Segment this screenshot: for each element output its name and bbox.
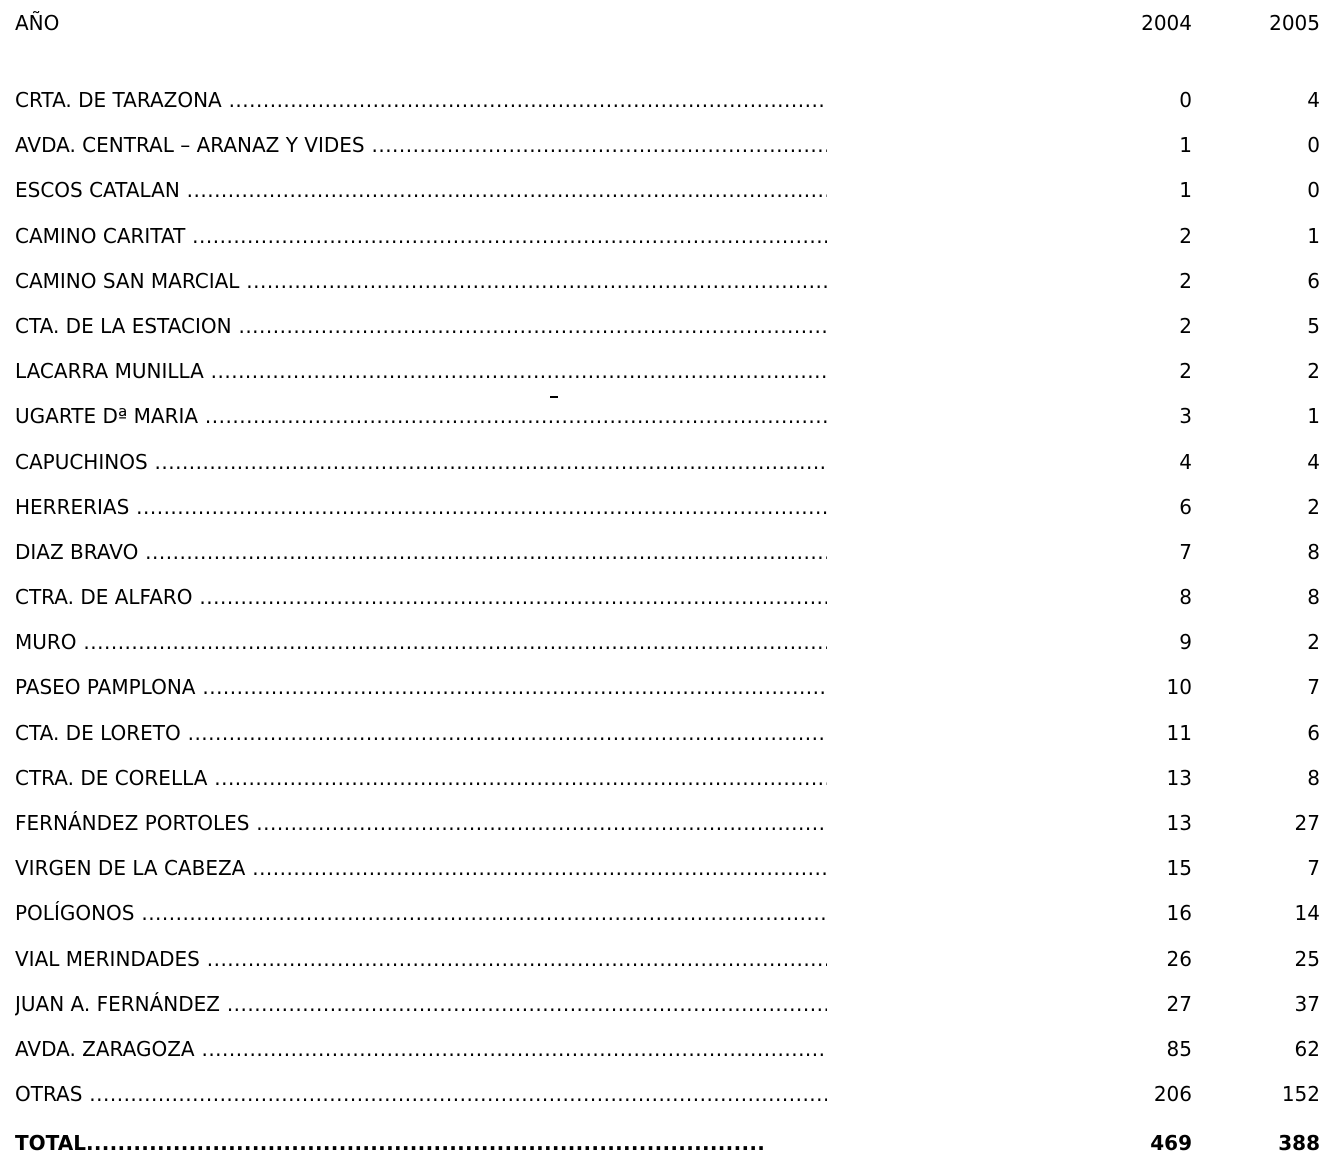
total-2005: 388	[1278, 1131, 1320, 1155]
value-2005: 8	[1307, 539, 1320, 564]
value-2004: 2	[1179, 268, 1192, 293]
value-2005: 62	[1294, 1036, 1320, 1061]
value-2005: 4	[1307, 88, 1320, 112]
value-2004: 1	[1179, 133, 1192, 158]
value-2005: 37	[1294, 991, 1320, 1016]
value-2004: 3	[1179, 404, 1192, 429]
table-row	[15, 449, 1320, 494]
stray-dash-mark	[550, 396, 558, 398]
value-2004: 0	[1179, 88, 1192, 112]
street-name: CTRA. DE ALFARO .....	[15, 584, 827, 610]
street-name: AVDA. ZARAGOZA .....	[15, 1036, 827, 1062]
table-row	[15, 313, 1320, 358]
value-2005: 7	[1307, 675, 1320, 700]
value-2005: 4	[1307, 449, 1320, 474]
street-name: CAMINO SAN MARCIAL .....	[15, 268, 827, 294]
street-name: OTRAS .....	[15, 1081, 827, 1107]
street-name: JUAN A. FERNÁNDEZ .....	[15, 991, 827, 1017]
year-column-label: AÑO	[15, 11, 60, 35]
value-2004: 13	[1166, 765, 1192, 790]
value-2004: 206	[1153, 1082, 1192, 1107]
value-2005: 27	[1294, 811, 1320, 835]
table-row	[15, 810, 1320, 855]
table-row	[15, 1081, 1320, 1126]
value-2005: 8	[1307, 765, 1320, 790]
value-2005: 6	[1307, 720, 1320, 745]
value-2005: 25	[1294, 946, 1320, 971]
value-2004: 2	[1179, 313, 1192, 338]
table-header	[15, 11, 1320, 37]
value-2004: 6	[1179, 494, 1192, 519]
value-2004: 7	[1179, 539, 1192, 564]
total-row	[15, 1130, 1320, 1156]
table-row	[15, 539, 1320, 584]
street-name: HERRERIAS .....	[15, 494, 827, 520]
table-row	[15, 720, 1320, 765]
value-2004: 1	[1179, 178, 1192, 203]
value-2005: 8	[1307, 585, 1320, 610]
value-2004: 16	[1166, 901, 1192, 926]
value-2005: 14	[1294, 901, 1320, 926]
value-2005: 0	[1307, 178, 1320, 203]
table-row	[15, 87, 1320, 132]
value-2005: 1	[1307, 223, 1320, 248]
year-2004-header: 2004	[1141, 11, 1192, 35]
street-name: CTA. DE LA ESTACION .....	[15, 313, 827, 339]
value-2005: 2	[1307, 630, 1320, 655]
value-2005: 152	[1281, 1082, 1320, 1107]
table-row	[15, 584, 1320, 629]
table-row	[15, 991, 1320, 1036]
table-row	[15, 946, 1320, 991]
table-row	[15, 403, 1320, 448]
street-name: PASEO PAMPLONA .....	[15, 674, 827, 700]
street-name: POLÍGONOS .....	[15, 900, 827, 926]
value-2004: 13	[1166, 811, 1192, 835]
total-2004: 469	[1150, 1131, 1192, 1155]
value-2004: 15	[1166, 856, 1192, 881]
value-2004: 2	[1179, 223, 1192, 248]
value-2004: 4	[1179, 449, 1192, 474]
table-row	[15, 223, 1320, 268]
street-name: LACARRA MUNILLA .....	[15, 358, 827, 384]
street-name: VIRGEN DE LA CABEZA .....	[15, 855, 827, 881]
street-name: DIAZ BRAVO .....	[15, 539, 827, 565]
table-row	[15, 358, 1320, 403]
value-2005: 1	[1307, 404, 1320, 429]
street-name: AVDA. CENTRAL – ARANAZ Y VIDES .....	[15, 132, 827, 158]
street-name: CAPUCHINOS .....	[15, 449, 827, 475]
value-2004: 10	[1166, 675, 1192, 700]
value-2004: 27	[1166, 991, 1192, 1016]
table-row	[15, 765, 1320, 810]
table-row	[15, 494, 1320, 539]
table-row	[15, 629, 1320, 674]
street-name: UGARTE Dª MARIA .....	[15, 403, 827, 429]
table-row	[15, 1036, 1320, 1081]
table-row	[15, 132, 1320, 177]
table-row	[15, 177, 1320, 222]
value-2004: 2	[1179, 359, 1192, 384]
street-name: CTRA. DE CORELLA .....	[15, 765, 827, 791]
value-2004: 11	[1166, 720, 1192, 745]
table-row	[15, 855, 1320, 900]
street-table	[15, 87, 1320, 1126]
street-name: MURO .....	[15, 629, 827, 655]
value-2004: 26	[1166, 946, 1192, 971]
value-2004: 8	[1179, 585, 1192, 610]
street-name: CRTA. DE TARAZONA .....	[15, 87, 827, 113]
street-name: CAMINO CARITAT .....	[15, 223, 827, 249]
street-name: FERNÁNDEZ PORTOLES .....	[15, 810, 827, 836]
value-2005: 0	[1307, 133, 1320, 158]
total-label: TOTAL .....	[15, 1130, 765, 1156]
value-2004: 9	[1179, 630, 1192, 655]
value-2005: 7	[1307, 856, 1320, 881]
street-name: VIAL MERINDADES .....	[15, 946, 827, 972]
table-row	[15, 900, 1320, 945]
value-2005: 6	[1307, 268, 1320, 293]
table-row	[15, 674, 1320, 719]
value-2005: 2	[1307, 359, 1320, 384]
value-2004: 85	[1166, 1036, 1192, 1061]
year-2005-header: 2005	[1269, 11, 1320, 35]
value-2005: 5	[1307, 313, 1320, 338]
street-name: CTA. DE LORETO .....	[15, 720, 827, 746]
value-2005: 2	[1307, 494, 1320, 519]
street-name: ESCOS CATALAN .....	[15, 177, 827, 203]
table-row	[15, 268, 1320, 313]
